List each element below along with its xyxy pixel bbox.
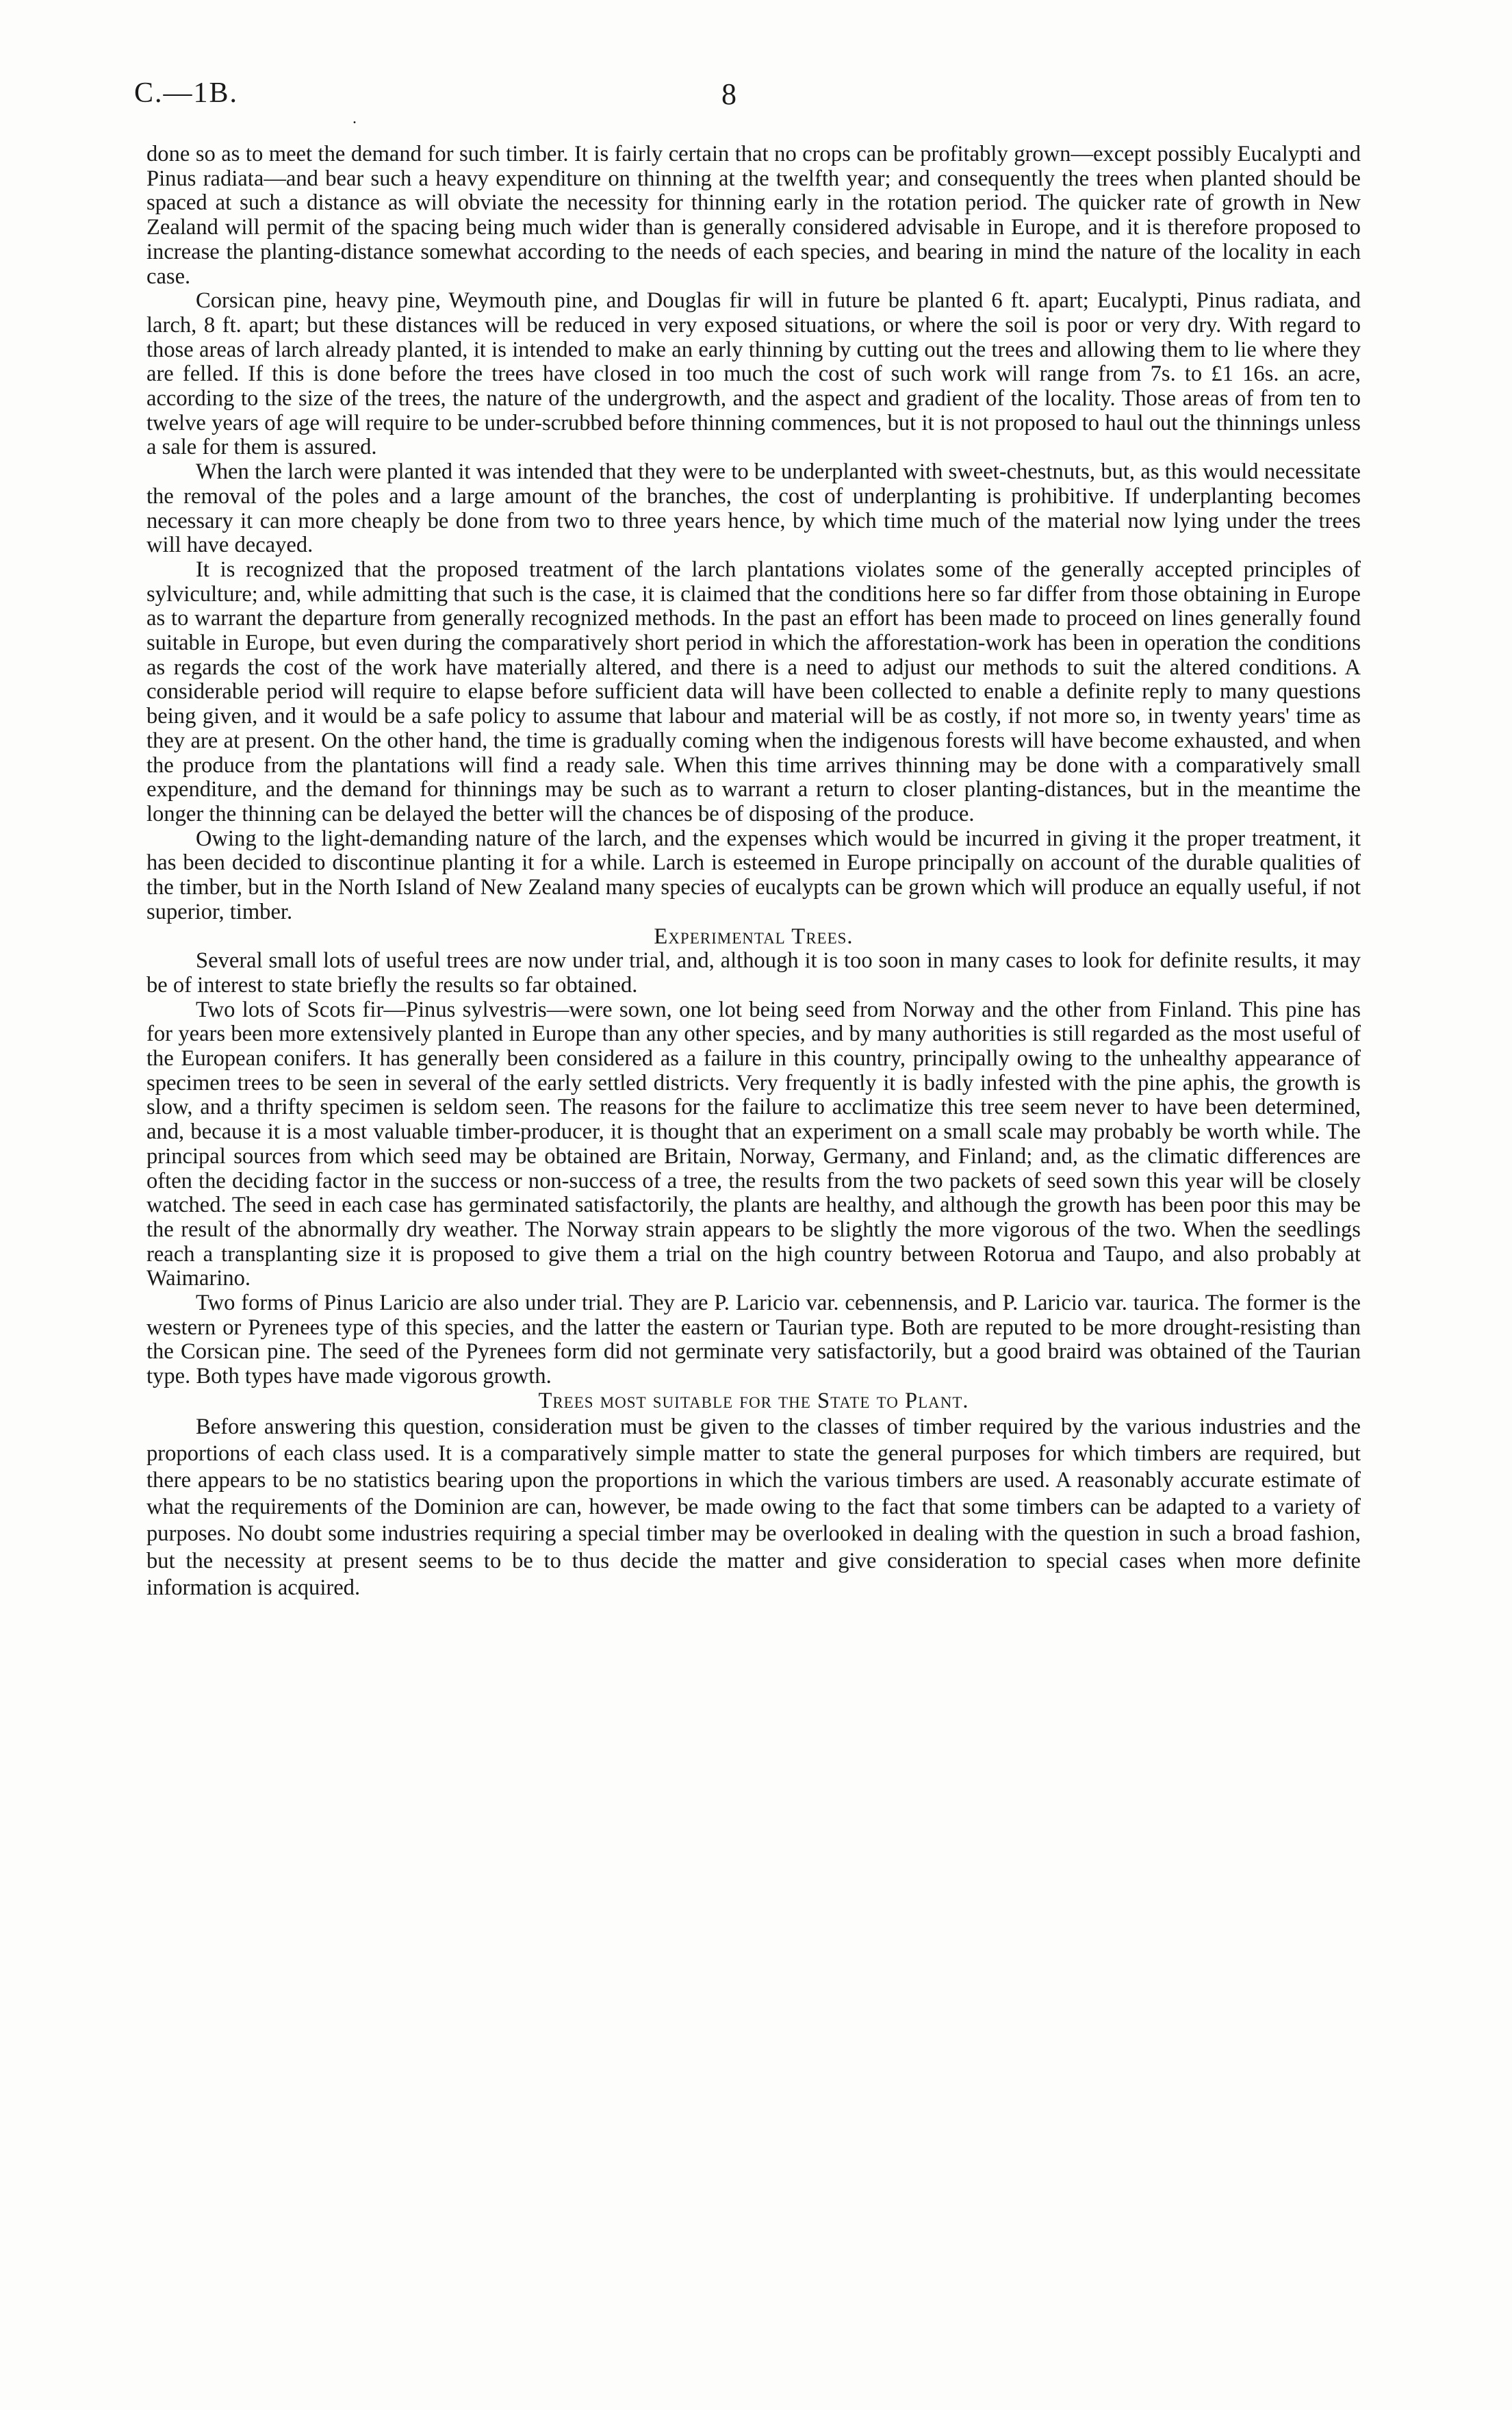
paragraph: Corsican pine, heavy pine, Weymouth pine, and Douglas fir will in future be planted 6 ft. apart; Eucalypti, Pinus radiata, and larch, 8 ft. apart; but these distances will be reduced in very exposed situations, or where the soil is poor or very dry. With regard to those areas of larch already planted, it is intended to make an early thinning by cutting out the trees and allowing them to lie where they are felled. If this is done before the trees have closed in too much the cost of such work will range from 7s. to £1 16s. an acre, according to the size of the trees, the nature of the undergrowth, and the aspect and gradient of the locality. Those areas of from ten to twelve years of age will require to be under-scrubbed before thinning commences, but it is not proposed to haul out the thinnings unless a sale for them is assured. bbox=[146, 288, 1361, 460]
paragraph: When the larch were planted it was intended that they were to be underplanted with sweet-chestnuts, but, as this would necessitate the removal of the poles and a large amount of the branches, the cost of underplanting is prohibitive. If underplanting becomes necessary it can more cheaply be done from two to three years hence, by which time much of the material now lying under the trees will have decayed. bbox=[146, 459, 1361, 558]
paragraph: Owing to the light-demanding nature of the larch, and the expenses which would be incurred in giving it the proper treatment, it has been decided to discontinue planting it for a while. Larch is esteemed in Europe principally on account of the durable qualities of the timber, but in the North Island of New Zealand many species of eucalypts can be grown which will produce an equally useful, if not superior, timber. bbox=[146, 826, 1361, 924]
stray-mark: . bbox=[353, 110, 357, 127]
body-text bbox=[146, 142, 1361, 1601]
paragraph: Before answering this question, consideration must be given to the classes of timber required by the various industries and the proportions of each class used. It is a comparatively simple matter to state the general purposes for which timbers are required, but there appears to be no statistics bearing upon the proportions in which the various timbers are used. A reasonably accurate estimate of what the requirements of the Dominion are can, however, be made owing to the fact that some timbers can be adapted to a variety of purposes. No doubt some industries requiring a special timber may be overlooked in dealing with the question in such a broad fashion, but the necessity at present seems to be to thus decide the matter and give consideration to special cases when more definite information is acquired. bbox=[146, 1414, 1361, 1600]
paragraph: Several small lots of useful trees are now under trial, and, although it is too soon in many cases to look for definite results, it may be of interest to state briefly the results so far obtained. bbox=[146, 948, 1361, 998]
paragraph: done so as to meet the demand for such timber. It is fairly certain that no crops can be profitably grown—except possibly Eucalypti and Pinus radiata—and bear such a heavy expenditure on thinning at the twelfth year; and consequently the trees when planted should be spaced at such a distance as will obviate the necessity for thinning early in the rotation period. The quicker rate of growth in New Zealand will permit of the spacing being much wider than is generally considered advisable in Europe, and it is therefore proposed to increase the planting-distance somewhat according to the needs of each species, and bearing in mind the nature of the locality in each case. bbox=[146, 142, 1361, 289]
paragraph: It is recognized that the proposed treatment of the larch plantations violates some of the generally accepted principles of sylviculture; and, while admitting that such is the case, it is claimed that the conditions here so far differ from those obtaining in Europe as to warrant the departure from generally recognized methods. In the past an effort has been made to proceed on lines generally found suitable in Europe, but even during the comparatively short period in which the afforestation-work has been in operation the conditions as regards the cost of the work have materially altered, and there is a need to adjust our methods to suit the altered conditions. A considerable period will require to elapse before sufficient data will have been collected to enable a definite reply to many questions being given, and it would be a safe policy to assume that labour and material will be as costly, if not more so, in twenty years' time as they are at present. On the other hand, the time is gradually coming when the indigenous forests will have become exhausted, and when the produce from the plantations will find a ready sale. When this time arrives thinning may be done with a comparatively small expenditure, and the demand for thinnings may be such as to warrant a return to closer planting-distances, but in the meantime the longer the thinning can be delayed the better will the chances be of disposing of the produce. bbox=[146, 557, 1361, 826]
section-heading: Experimental Trees. bbox=[654, 924, 854, 949]
section-heading: Trees most suitable for the State to Plant. bbox=[538, 1388, 969, 1413]
paragraph: Two forms of Pinus Laricio are also under trial. They are P. Laricio var. cebennensis, and P. Laricio var. taurica. The former is the western or Pyrenees type of this species, and the latter the eastern or Taurian type. Both are reputed to be more drought-resisting than the Corsican pine. The seed of the Pyrenees form did not germinate very satisfactorily, but a good braird was obtained of the Taurian type. Both types have made vigorous growth. bbox=[146, 1291, 1361, 1389]
document-reference: C.—1B. bbox=[134, 77, 239, 109]
page-number: 8 bbox=[721, 77, 736, 111]
paragraph: Two lots of Scots fir—Pinus sylvestris—were sown, one lot being seed from Norway and the other from Finland. This pine has for years been more extensively planted in Europe than any other species, and by many authorities is still regarded as the most useful of the European conifers. It has generally been considered as a failure in this country, principally owing to the unhealthy appearance of specimen trees to be seen in several of the early settled districts. Very frequently it is badly infested with the pine aphis, the growth is slow, and a thrifty specimen is seldom seen. The reasons for the failure to acclimatize this tree seem never to have been determined, and, because it is a most valuable timber-producer, it is thought that an experiment on a small scale may probably be worth while. The principal sources from which seed may be obtained are Britain, Norway, Germany, and Finland; and, as the climatic differences are often the deciding factor in the success or non-success of a tree, the results from the two packets of seed sown this year will be closely watched. The seed in each case has germinated satisfactorily, the plants are healthy, and although the growth has been poor this may be the result of the abnormally dry weather. The Norway strain appears to be slightly the more vigorous of the two. When the seedlings reach a transplanting size it is proposed to give them a trial on the high country between Rotorua and Taupo, and also probably at Waimarino. bbox=[146, 997, 1361, 1291]
